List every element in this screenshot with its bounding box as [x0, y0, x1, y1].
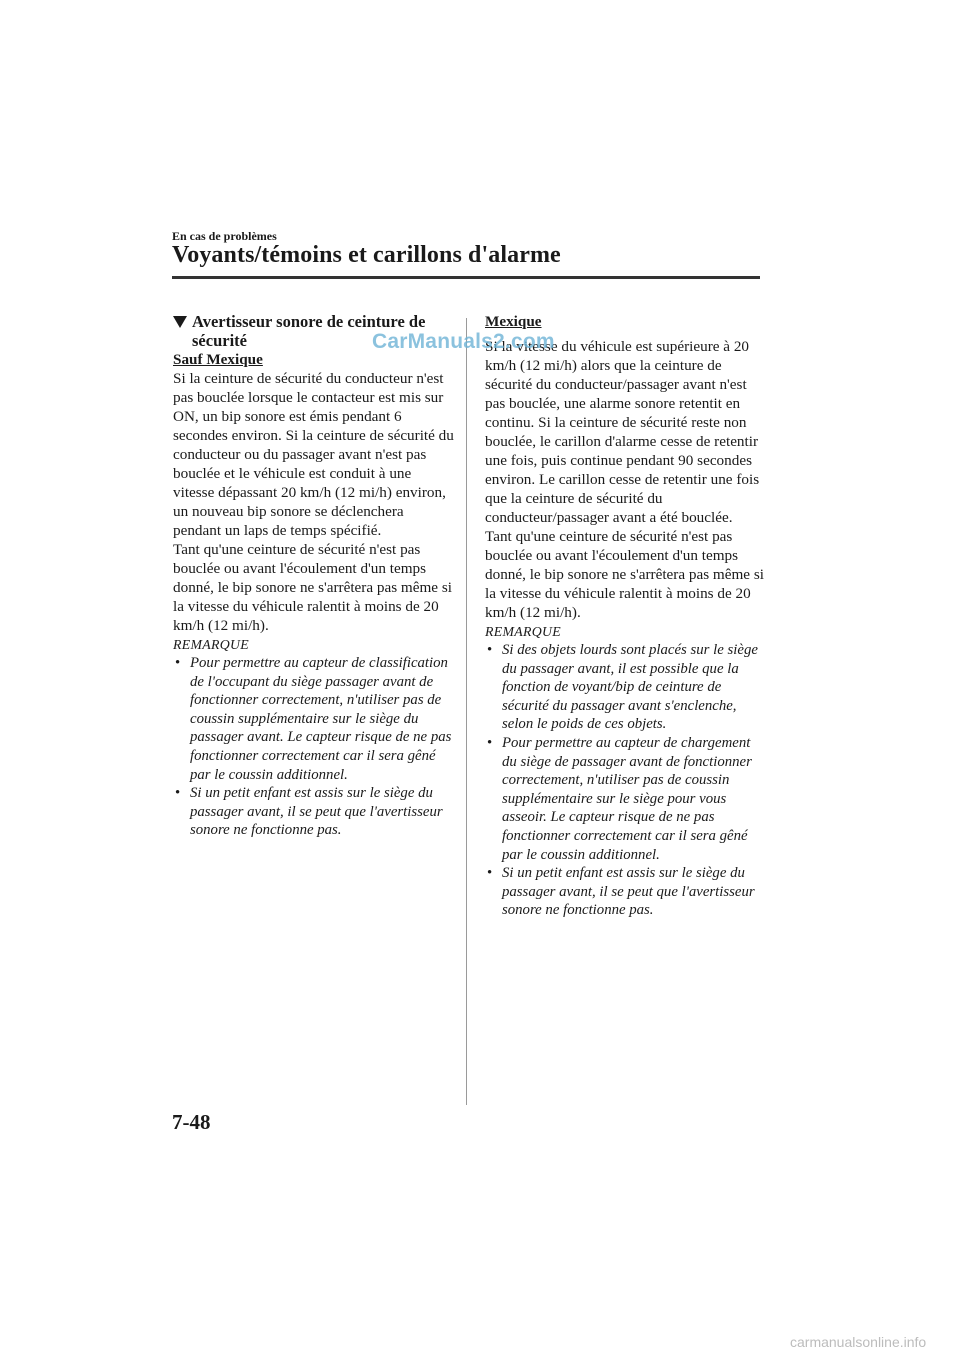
note-item [485, 734, 767, 864]
note-item [173, 784, 455, 840]
right-column [485, 312, 767, 920]
bullet-icon: • [487, 642, 493, 658]
note-text: Si un petit enfant est assis sur le siège du passager avant, il se peut que l'avertisseur sonore ne fonctionne pas. [190, 785, 443, 839]
footer-url: carmanualsonline.info [790, 1334, 927, 1350]
body-paragraph: Tant qu'une ceinture de sécurité n'est pas bouclée ou avant l'écoulement d'un temps donné, le bip sonore ne s'arrêtera pas même si la vitesse du véhicule ralentit à moins de 20 km/h (12 mi/h). [173, 541, 452, 634]
note-text: Si des objets lourds sont placés sur le siège du passager avant, il est possible que la fonction de voyant/bip de ceinture de sécurité du passager avant s'enclenche, selon le poids de ces objets. [502, 642, 758, 733]
subheading-mexique: Mexique [485, 313, 542, 330]
chapter-title: Voyants/témoins et carillons d'alarme [172, 242, 561, 268]
bullet-icon: • [487, 734, 493, 751]
note-list [485, 641, 767, 920]
note-item [485, 864, 767, 920]
note-list [173, 654, 455, 840]
left-column [173, 312, 455, 840]
note-text: Si un petit enfant est assis sur le siège du passager avant, il se peut que l'avertisseur sonore ne fonctionne pas. [502, 865, 755, 919]
note-text: Pour permettre au capteur de chargement du siège de passager avant de fonctionner correctement, n'utiliser pas de coussin supplémentaire sur le siège pour vous asseoir. Le capteur risque de ne pas fonctionner correctement car il sera gêné par le coussin additionnel. [502, 734, 752, 863]
bullet-icon: • [175, 785, 181, 802]
body-paragraph: Si la ceinture de sécurité du conducteur n'est pas bouclée lorsque le contacteur est mis sur ON, un bip sonore est émis pendant 6 secondes environ. Si la ceinture de sécurité du conducteur ou du passager avant n'est pas bouclée et le véhicule est conduit à une vitesse dépassant 20 km/h (12 mi/h) environ, un nouveau bip sonore se déclenchera pendant un laps de temps spécifié. [173, 370, 454, 539]
note-item [173, 654, 455, 784]
body-paragraph: Tant qu'une ceinture de sécurité n'est pas bouclée ou avant l'écoulement d'un temps donné, le bip sonore ne s'arrêtera pas même si la vitesse du véhicule ralentit à moins de 20 km/h (12 mi/h). [485, 528, 764, 621]
column-divider [466, 318, 467, 1105]
header-rule [172, 276, 760, 279]
bullet-icon: • [175, 655, 181, 671]
note-title: REMARQUE [485, 624, 561, 639]
bullet-icon: • [487, 865, 493, 882]
note-text: Pour permettre au capteur de classification de l'occupant du siège passager avant de fonctionner correctement, n'utiliser pas de coussin supplémentaire sur le siège du passager avant. Le capteur risque de ne pas fonctionner correctement car il sera gêné par le coussin additionnel. [190, 655, 452, 783]
page-number: 7-48 [172, 1110, 211, 1134]
triangle-marker-icon [173, 316, 187, 328]
section-label: En cas de problèmes [172, 229, 277, 243]
note-title: REMARQUE [173, 637, 249, 652]
body-paragraph: Si la vitesse du véhicule est supérieure à 20 km/h (12 mi/h) alors que la ceinture de sécurité du conducteur/passager avant n'est pas bouclée, une alarme sonore retentit en continu. Si la ceinture de sécurité reste non bouclée, le carillon d'alarme cesse de retentir une fois, puis continue pendant 90 secondes environ. Le carillon cesse de retentir une fois que la ceinture de sécurité du conducteur/passager avant a été bouclée. [485, 338, 760, 526]
watermark: CarManuals2.com [372, 330, 555, 353]
note-item [485, 641, 767, 734]
section-heading-text: Avertisseur sonore de ceinture de sécurité [192, 312, 426, 350]
subheading-sauf-mexique: Sauf Mexique [173, 351, 263, 368]
